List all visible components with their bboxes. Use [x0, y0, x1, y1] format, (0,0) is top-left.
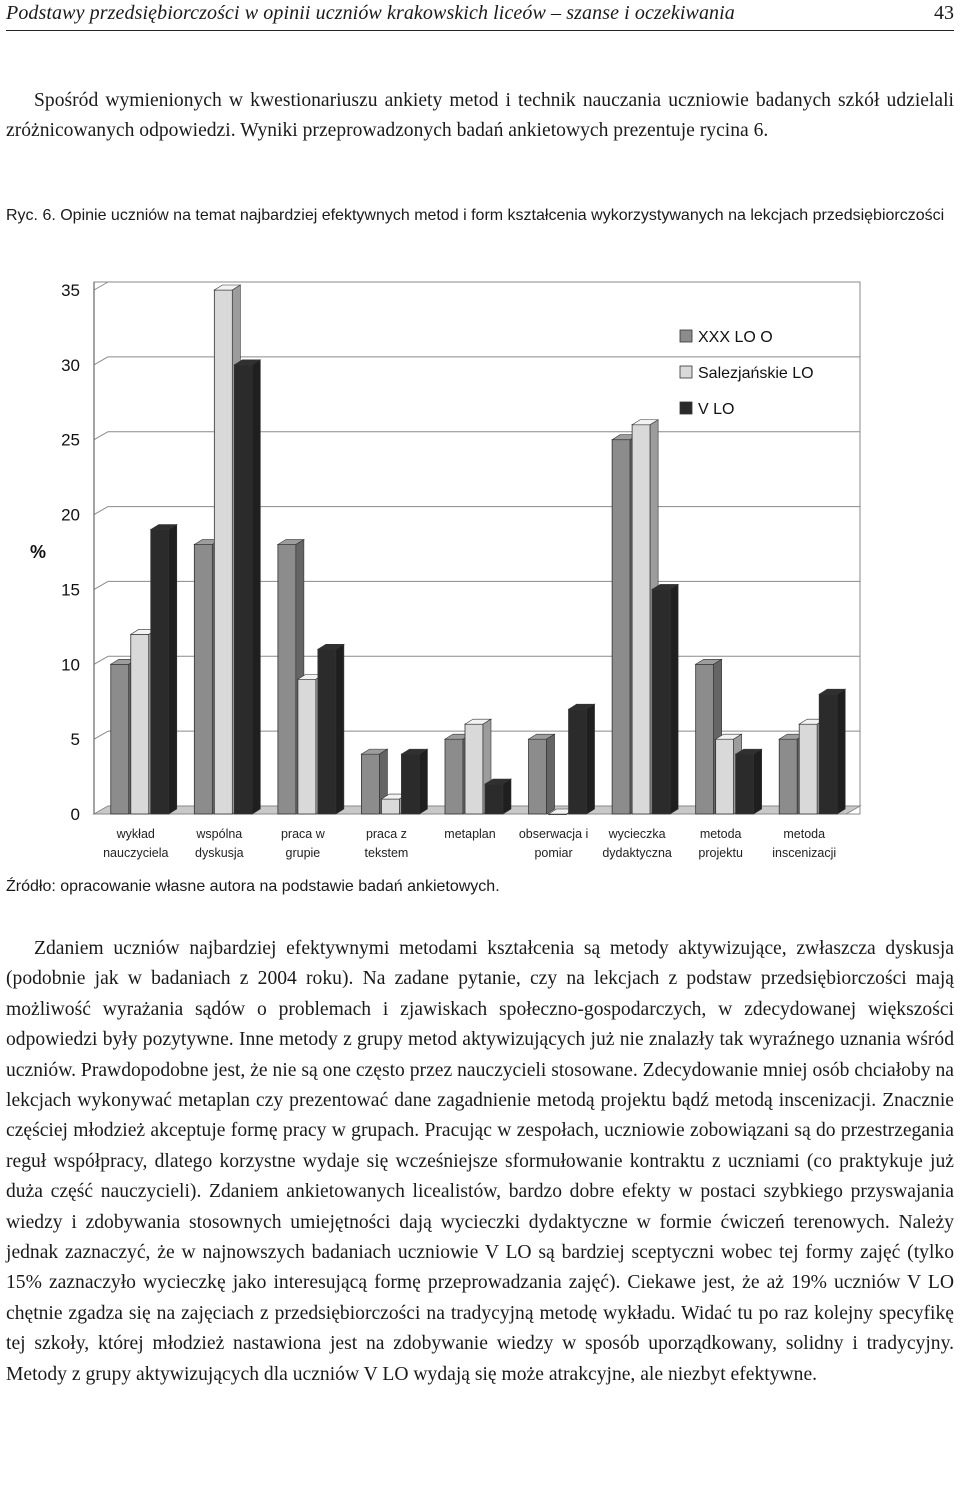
page-number: 43: [934, 2, 954, 24]
bar-side: [754, 749, 762, 814]
intro-paragraph: Spośród wymienionych w kwestionariuszu ankiety metod i technik nauczania uczniowie badanych szkół udzielali zróżnicowanych odpowiedzi. Wyniki przeprowadzonych badań ankietowych prezentuje rycina 6.: [6, 90, 954, 142]
x-tick-label: tekstem: [364, 846, 409, 860]
x-tick-label: praca z: [365, 827, 407, 841]
bar-chart: [0, 268, 960, 868]
bar-front: [819, 694, 837, 814]
x-tick-label: metoda: [783, 827, 826, 841]
y-tick-label: 0: [70, 805, 80, 824]
bar-front: [632, 425, 650, 814]
bar-side: [503, 779, 511, 814]
bar-front: [361, 754, 379, 814]
y-tick-label: 20: [61, 505, 80, 525]
bar-front: [401, 754, 419, 814]
legend-label: XXX LO O: [698, 329, 773, 346]
bar-front: [485, 784, 503, 814]
y-tick-label: 30: [61, 355, 80, 375]
x-tick-label: dydaktyczna: [602, 846, 672, 860]
x-tick-label: praca w: [280, 827, 325, 841]
x-tick-label: dyskusja: [195, 846, 244, 860]
x-tick-label: inscenizacji: [772, 846, 837, 860]
bar-side: [587, 704, 595, 814]
bar-side: [670, 584, 678, 814]
bar-front: [278, 545, 296, 814]
bar-front: [696, 664, 714, 814]
x-tick-label: wycieczka: [608, 827, 666, 841]
bar-side: [169, 525, 177, 814]
bar-side: [837, 689, 845, 814]
y-axis-label: %: [29, 542, 47, 562]
bar-side: [252, 360, 260, 814]
y-tick-label: 5: [70, 730, 80, 750]
legend-swatch: [680, 330, 692, 342]
bar-front: [779, 739, 797, 814]
bar-front: [381, 799, 399, 814]
x-tick-label: wspólna: [196, 827, 243, 841]
x-tick-label: metaplan: [444, 827, 496, 841]
running-header-title: Podstawy przedsiębiorczości w opinii uczniów krakowskich liceów – szanse i oczekiwania: [6, 2, 735, 24]
legend-label: Salezjańskie LO: [698, 365, 814, 382]
main-paragraph: Zdaniem uczniów najbardziej efektywnymi metodami kształcenia są metody aktywizujące, zwłaszcza dyskusja (podobnie jak w badaniach z 2004 roku). Na zadane pytanie, czy na lekcjach z podstaw przedsiębiorczości mają możliwość wyrażania sądów o problemach i zjawiskach społeczno-gospodarczych, w zdecydowanej większości odpowiedzi były pozytywne. Inne metody z grupy metod aktywizujących już nie znalazły tak wyraźnego uznania wśród uczniów. Prawdopodobne jest, że nie są one często przez nauczycieli stosowane. Zdecydowanie mniej osób chciałoby na lekcjach wykonywać metaplan czy prezentować dane zagadnienie metodą projektu bądź metodą inscenizacji. Znacznie częściej młodzież akceptuje formę pracy w grupach. Pracując w zespołach, uczniowie zobowiązani są do przestrzegania reguł współpracy, dlatego korzystne wydaje się wcześniejsze sformułowanie kontraktu z uczniami (co praktykuje już duża część nauczycieli). Zdaniem ankietowanych licealistów, bardzo dobre efekty w postaci szybkiego przyswajania wiedzy i zdobywania stosownych umiejętności dają wycieczki dydaktyczne w formie ćwiczeń terenowych. Należy jednak zaznaczyć, że w najnowszych badaniach uczniowie V LO są bardziej sceptyczni wobec tej formy zajęć (tylko 15% zaznaczyło wycieczkę jako interesującą formę przeprowadzania zajęć). Ciekawe jest, że aż 19% uczniów V LO chętnie zgadza się na zajęciach z przedsiębiorczości na tradycyjną metodę wykładu. Widać tu po raz kolejny specyfikę tej szkoły, której młodzież nastawiona jest na zdobywanie wiedzy w sposób uporządkowany, solidny i tradycyjny. Metody z grupy aktywizujących dla uczniów V LO wydają się może atrakcyjne, ale niezbyt efektywne.: [6, 938, 954, 1385]
x-tick-label: obserwacja i: [518, 827, 589, 841]
bar-front: [194, 545, 212, 814]
running-header: [6, 0, 954, 31]
x-tick-label: pomiar: [534, 846, 573, 860]
y-tick-label: 25: [61, 430, 80, 450]
legend-swatch: [680, 402, 692, 414]
bar-front: [214, 290, 232, 814]
y-tick-label: 35: [61, 281, 80, 300]
bar-front: [799, 724, 817, 814]
legend-swatch: [680, 366, 692, 378]
bar-side: [419, 749, 427, 814]
bar-front: [716, 739, 734, 814]
bar-side: [336, 644, 344, 814]
legend-label: V LO: [698, 401, 735, 418]
bar-front: [465, 724, 483, 814]
x-tick-label: grupie: [285, 846, 321, 860]
bar-front: [736, 754, 754, 814]
bar-front: [445, 739, 463, 814]
bar-side: [547, 734, 555, 814]
x-tick-label: wykład: [116, 827, 155, 841]
bar-front: [131, 634, 149, 814]
bar-front: [652, 589, 670, 814]
bar-front: [111, 664, 129, 814]
figure-caption: Ryc. 6. Opinie uczniów na temat najbardziej efektywnych metod i form kształcenia wykorzystywanych na lekcjach przedsiębiorczości: [6, 207, 945, 224]
x-tick-label: nauczyciela: [103, 846, 169, 860]
figure-source: Źródło: opracowanie własne autora na podstawie badań ankietowych.: [6, 878, 500, 895]
bar-front: [298, 679, 316, 814]
bar-front: [318, 649, 336, 814]
x-tick-label: projektu: [698, 846, 743, 860]
y-tick-label: 15: [61, 580, 80, 600]
bar-front: [529, 739, 547, 814]
bar-front: [569, 709, 587, 814]
bar-front: [612, 440, 630, 814]
y-tick-label: 10: [61, 655, 80, 675]
bar-front: [151, 530, 169, 814]
x-tick-label: metoda: [699, 827, 742, 841]
bar-front: [234, 365, 252, 814]
